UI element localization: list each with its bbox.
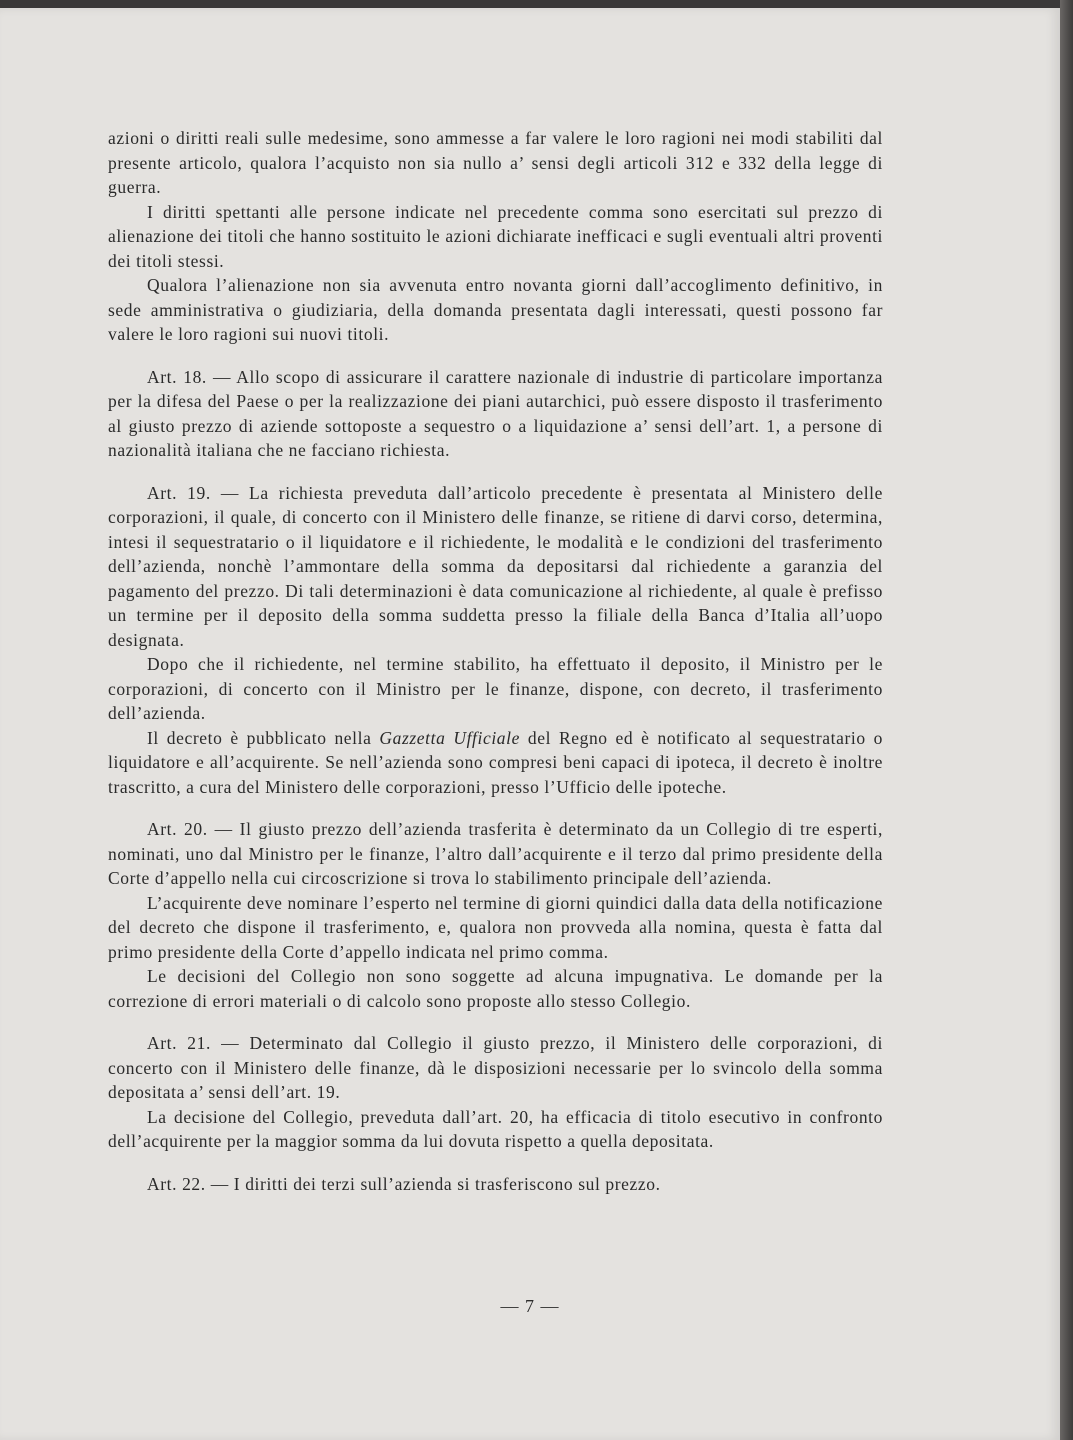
paragraph: azioni o diritti reali sulle medesime, sono ammesse a far valere le loro ragioni nei modi stabiliti dal presente articolo, qualora l’acquisto non sia nullo a’ sensi degli articoli 312 e 332 della legge di guerra.	[108, 128, 883, 197]
italic-title: Gazzetta Ufficiale	[379, 727, 520, 748]
document-page	[0, 8, 1060, 1440]
page-edge-shadow	[1060, 0, 1073, 1440]
paragraph: Qualora l’alienazione non sia avvenuta entro novanta giorni dall’accoglimento definitivo, in sede amministrativa o giudiziaria, della domanda presentata dagli interessati, questi possono far valere le loro ragioni sui nuovi titoli.	[108, 275, 883, 344]
paragraph: Le decisioni del Collegio non sono soggette ad alcuna impugnativa. Le domande per la correzione di errori materiali o di calcolo sono proposte allo stesso Collegio.	[108, 966, 883, 1011]
text-run: del Regno ed è notificato al sequestratario o liquidatore e all’acquirente. Se nell’azienda sono compresi beni capaci di ipoteca, il decreto è inoltre trascritto, a cura del Ministero delle corporazioni, presso l’Ufficio delle ipoteche.	[108, 727, 883, 797]
paragraph: La decisione del Collegio, preveduta dall’art. 20, ha efficacia di titolo esecutivo in confronto dell’acquirente per la maggior somma da lui dovuta rispetto a quella depositata.	[108, 1106, 883, 1151]
article-paragraph: Art. 18. — Allo scopo di assicurare il carattere nazionale di industrie di particolare importanza per la difesa del Paese o per la realizzazione dei piani autarchici, può essere disposto il trasferimento al giusto prezzo di aziende sottoposte a sequestro o a liquidazione a’ sensi dell’art. 1, a persone di nazionalità italiana che ne facciano richiesta.	[108, 366, 883, 460]
article-paragraph: Art. 20. — Il giusto prezzo dell’azienda trasferita è determinato da un Collegio di tre esperti, nominati, uno dal Ministro per le finanze, l’altro dall’acquirente e il terzo dal primo presidente della Corte d’appello nella cui circoscrizione si trova lo stabilimento principale dell’azienda.	[108, 819, 883, 888]
text-run: Il decreto è pubblicato nella	[147, 727, 380, 748]
paragraph: I diritti spettanti alle persone indicate nel precedente comma sono esercitati sul prezzo di alienazione dei titoli che hanno sostituito le azioni dichiarate inefficaci e sugli eventuali altri proventi dei titoli stessi.	[108, 201, 883, 271]
paragraph: L’acquirente deve nominare l’esperto nel termine di giorni quindici dalla data della notificazione del decreto che dispone il trasferimento, e, qualora non provveda alla nomina, questa è fatta dal primo presidente della Corte d’appello indicata nel primo comma.	[108, 892, 883, 962]
article-paragraph: Art. 21. — Determinato dal Collegio il giusto prezzo, il Ministero delle corporazioni, di concerto con il Ministero delle finanze, dà le disposizioni necessarie per lo svincolo della somma depositata a’ sensi dell’art. 19.	[108, 1033, 883, 1102]
article-paragraph: Art. 22. — I diritti dei terzi sull’azienda si trasferiscono sul prezzo.	[147, 1173, 661, 1194]
paragraph: Dopo che il richiedente, nel termine stabilito, ha effettuato il deposito, il Ministro per le corporazioni, di concerto con il Ministro per le finanze, dispone, con decreto, il trasferimento dell’azienda.	[108, 654, 883, 723]
page-number: — 7 —	[500, 1296, 560, 1316]
paragraph	[108, 726, 883, 800]
article-paragraph: Art. 19. — La richiesta preveduta dall’articolo precedente è presentata al Ministero delle corporazioni, il quale, di concerto con il Ministero delle finanze, se ritiene di darvi corso, determina, intesi il sequestratario o il liquidatore e il richiedente, le modalità e le condizioni del trasferimento dell’azienda, nonchè l’ammontare della somma da depositarsi dal richiedente a garanzia del pagamento del prezzo. Di tali determinazioni è data comunicazione al richiedente, al quale è prefisso un termine per il deposito della somma suddetta presso la filiale della Banca d’Italia all’uopo designata.	[108, 482, 883, 650]
body-text	[108, 126, 883, 1196]
